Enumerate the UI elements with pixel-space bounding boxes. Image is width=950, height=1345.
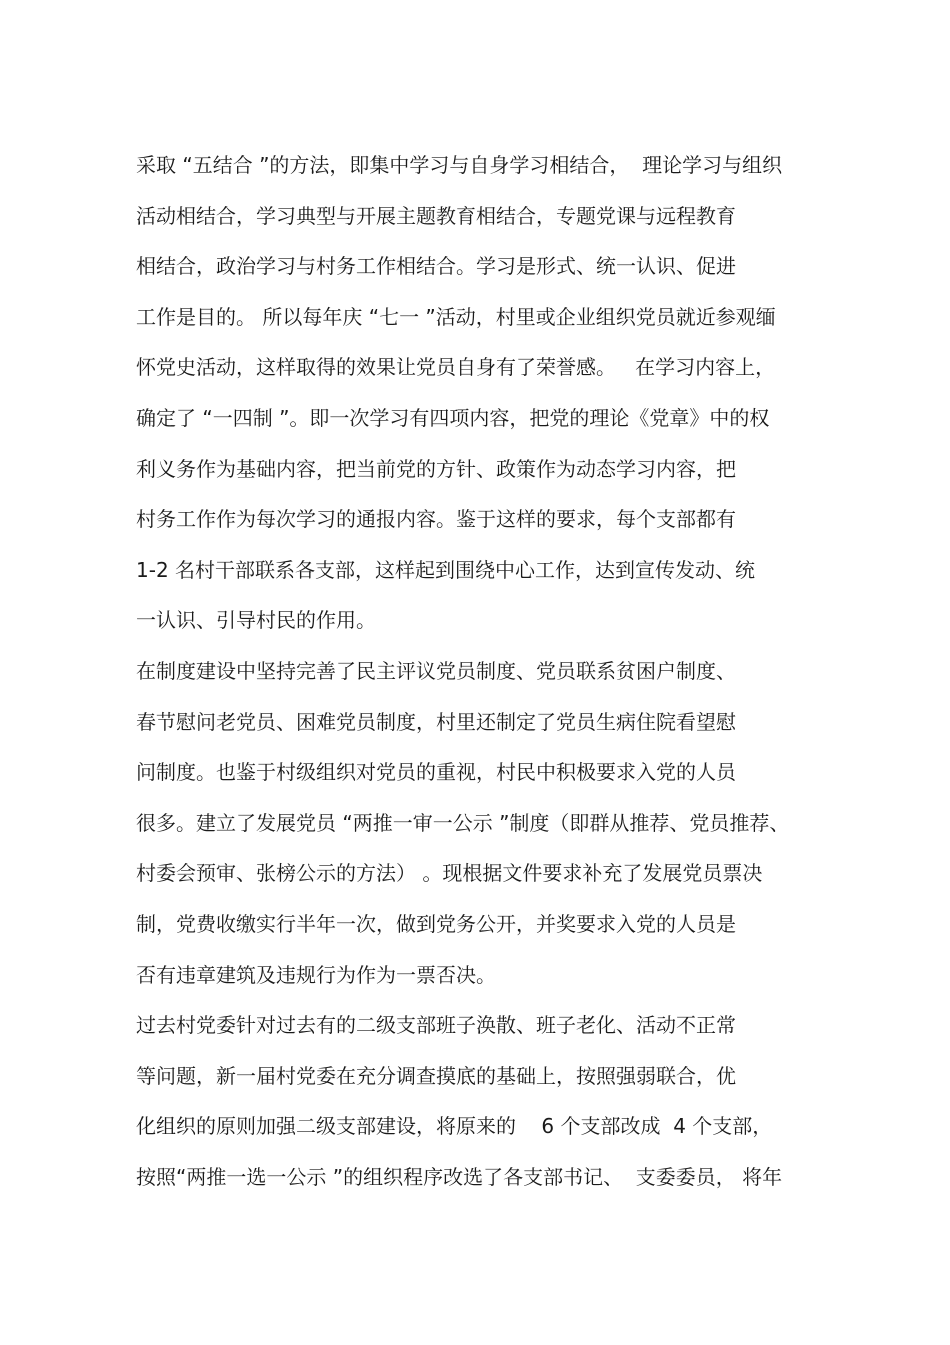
text-line: 利义务作为基础内容，把当前党的方针、政策作为动态学习内容，把	[136, 456, 736, 481]
text-line: 确定了 “一四制 ”。即一次学习有四项内容，把党的理论《党章》中的权	[136, 405, 770, 430]
text-line: 否有违章建筑及违规行为作为一票否决。	[136, 962, 496, 987]
text-line: 相结合，政治学习与村务工作相结合。学习是形式、统一认识、促进	[136, 254, 736, 279]
text-line: 1-2 名村干部联系各支部，这样起到围绕中心工作，达到宣传发动、统	[136, 557, 756, 582]
text-line: 很多。建立了发展党员 “两推一审一公示 ”制度（即群从推荐、党员推荐、	[136, 810, 790, 835]
text-line: 怀党史活动，这样取得的效果让党员自身有了荣誉感。 在学习内容上，	[136, 355, 776, 380]
text-line: 村务工作作为每次学习的通报内容。鉴于这样的要求，每个支部都有	[136, 507, 736, 532]
text-line: 过去村党委针对过去有的二级支部班子涣散、班子老化、活动不正常	[136, 1013, 736, 1038]
text-line: 在制度建设中坚持完善了民主评议党员制度、党员联系贫困户制度、	[136, 658, 736, 683]
text-line: 活动相结合，学习典型与开展主题教育相结合，专题党课与远程教育	[136, 203, 736, 228]
text-line: 问制度。也鉴于村级组织对党员的重视，村民中积极要求入党的人员	[136, 760, 736, 785]
text-line: 采取 “五结合 ”的方法，即集中学习与自身学习相结合， 理论学习与组织	[136, 153, 783, 177]
text-line: 制，党费收缴实行半年一次，做到党务公开，并奖要求入党的人员是	[136, 911, 736, 936]
text-line: 按照“两推一选一公示 ”的组织程序改选了各支部书记、 支委委员， 将年	[136, 1164, 783, 1189]
text-line: 等问题，新一届村党委在充分调查摸底的基础上，按照强弱联合，优	[136, 1063, 736, 1088]
text-line: 一认识、引导村民的作用。	[136, 608, 376, 633]
text-line: 村委会预审、张榜公示的方法） 。现根据文件要求补充了发展党员票决	[136, 861, 763, 886]
text-line: 化组织的原则加强二级支部建设，将原来的 6 个支部改成 4 个支部，	[136, 1114, 773, 1139]
text-line: 春节慰问老党员、困难党员制度，村里还制定了党员生病住院看望慰	[136, 709, 736, 734]
text-line: 工作是目的。 所以每年庆 “七一 ”活动，村里或企业组织党员就近参观缅	[136, 304, 776, 329]
body-text	[136, 148, 826, 1210]
